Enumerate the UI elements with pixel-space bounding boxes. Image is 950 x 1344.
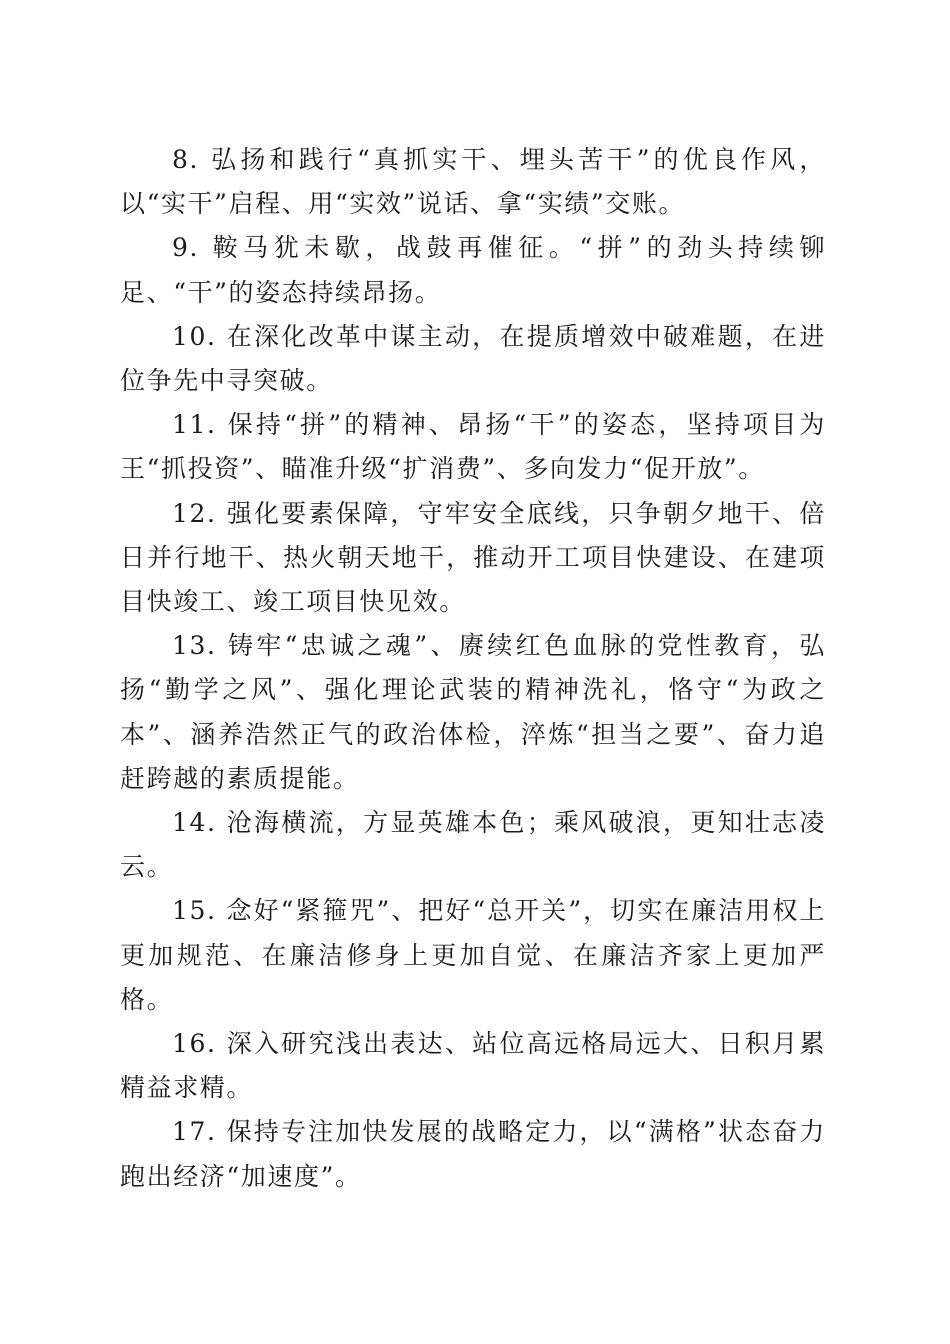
paragraph-11: 11. 保持“拼”的精神、昂扬“干”的姿态，坚持项目为王“抓投资”、瞄准升级“扩消费”、多向发力“促开放”。 bbox=[120, 410, 826, 484]
paragraph-13: 13. 铸牢“忠诚之魂”、赓续红色血脉的党性教育，弘扬“勤学之风”、强化理论武装的精神洗礼，恪守“为政之本”、涵养浩然正气的政治体检，淬炼“担当之要”、奋力追赶跨越的素质提能。 bbox=[120, 631, 826, 793]
document-body bbox=[120, 138, 826, 1199]
paragraph-15: 15. 念好“紧箍咒”、把好“总开关”，切实在廉洁用权上更加规范、在廉洁修身上更加自觉、在廉洁齐家上更加严格。 bbox=[120, 896, 826, 1014]
paragraph-14: 14. 沧海横流，方显英雄本色；乘风破浪，更知壮志凌云。 bbox=[120, 808, 826, 882]
paragraph-17: 17. 保持专注加快发展的战略定力，以“满格”状态奋力跑出经济“加速度”。 bbox=[120, 1117, 826, 1191]
paragraph-10: 10. 在深化改革中谋主动，在提质增效中破难题，在进位争先中寻突破。 bbox=[120, 321, 826, 396]
paragraph-9: 9. 鞍马犹未歇，战鼓再催征。“拼”的劲头持续铆足、“干”的姿态持续昂扬。 bbox=[120, 233, 826, 307]
paragraph-16: 16. 深入研究浅出表达、站位高远格局远大、日积月累精益求精。 bbox=[120, 1029, 826, 1103]
paragraph-8: 8. 弘扬和践行“真抓实干、埋头苦干”的优良作风，以“实干”启程、用“实效”说话、拿“实绩”交账。 bbox=[120, 145, 826, 219]
paragraph-12: 12. 强化要素保障，守牢安全底线，只争朝夕地干、倍日并行地干、热火朝天地干，推动开工项目快建设、在建项目快竣工、竣工项目快见效。 bbox=[120, 498, 826, 617]
